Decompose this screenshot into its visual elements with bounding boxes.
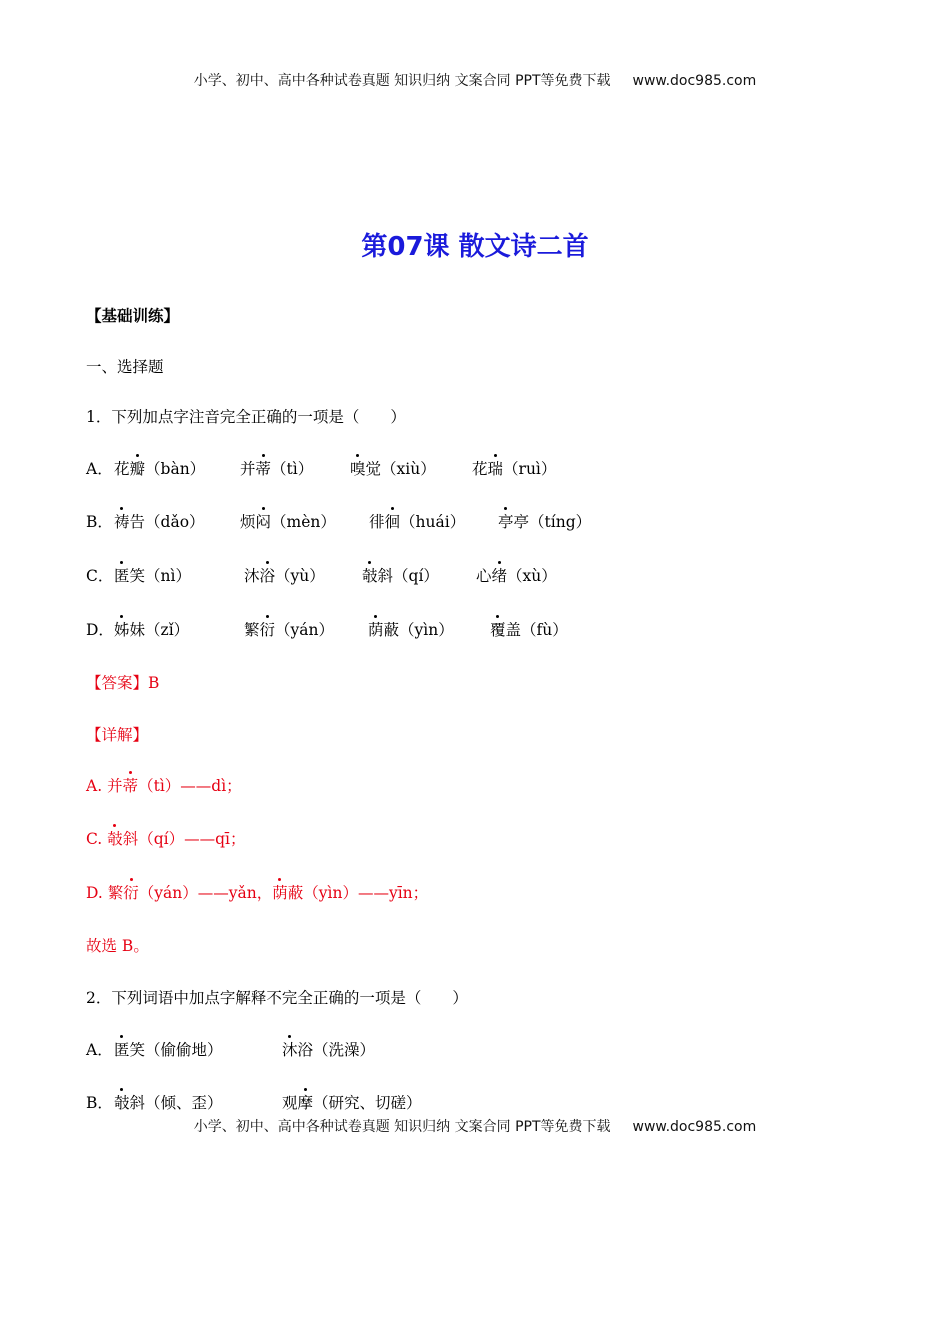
option-label: A．: [86, 1041, 113, 1059]
q1-detail-label: 【详解】: [86, 726, 149, 744]
header-url[interactable]: www.doc985.com: [632, 73, 757, 89]
q1-d-item-4: 覆盖（fù）: [490, 621, 568, 639]
q2-option-b: [86, 1093, 886, 1113]
q1-a-item-2: 并蒂（tì）: [240, 460, 314, 478]
q1-option-a: [86, 459, 886, 479]
q1-conclusion: 故选 B。: [86, 937, 149, 955]
q1-b-item-4: 亭亭（tíng）: [498, 513, 592, 531]
page-footer: [0, 1116, 950, 1136]
q1-d-item-2: 繁衍（yán）: [244, 621, 335, 639]
q1-a-item-1: 花瓣（bàn）: [114, 460, 206, 478]
footer-url[interactable]: www.doc985.com: [632, 1119, 757, 1135]
part-heading: 一、选择题: [86, 358, 164, 376]
q2-a-item-1: 匿笑（偷偷地）: [114, 1041, 223, 1059]
q2-b-item-2: 观摩（研究、切磋）: [282, 1094, 422, 1112]
page-header: [0, 70, 950, 90]
section-heading: 【基础训练】: [86, 307, 180, 325]
q1-b-item-3: 徘徊（huái）: [369, 513, 466, 531]
q2-a-item-2: 沐浴（洗澡）: [282, 1041, 376, 1059]
q2-option-a: [86, 1040, 886, 1060]
page-title: 第07课 散文诗二首: [361, 232, 589, 262]
q1-a-item-3: 嗅觉（xiù）: [350, 460, 436, 478]
q1-answer: [86, 673, 159, 693]
q1-detail-d: D. 繁衍（yán）——yǎn，荫蔽（yìn）——yīn；: [86, 884, 429, 902]
q1-c-item-1: 匿笑（nì）: [114, 567, 191, 585]
q1-option-c: [86, 566, 886, 586]
q1-c-item-3: 攲斜（qí）: [362, 567, 439, 585]
q1-a-item-4: 花瑞（ruì）: [472, 460, 557, 478]
q1-detail-c: C. 攲斜（qí）——qī；: [86, 830, 246, 848]
question-1-stem: 1．下列加点字注音完全正确的一项是（ ）: [86, 408, 406, 426]
option-label: B．: [86, 513, 113, 531]
question-2-stem: 2．下列词语中加点字解释不完全正确的一项是（ ）: [86, 989, 468, 1007]
footer-text: 小学、初中、高中各种试卷真题 知识归纳 文案合同 PPT等免费下载: [193, 1119, 611, 1135]
answer-value: B: [148, 674, 160, 692]
q1-d-item-3: 荫蔽（yìn）: [368, 621, 454, 639]
option-label: D．: [86, 621, 114, 639]
q2-b-item-1: 攲斜（倾、歪）: [114, 1094, 223, 1112]
option-label: B．: [86, 1094, 113, 1112]
option-label: C．: [86, 567, 114, 585]
q1-detail-a: A. 并蒂（tì）——dì；: [86, 777, 242, 795]
option-label: A．: [86, 460, 113, 478]
q1-b-item-2: 烦闷（mèn）: [240, 513, 336, 531]
q1-option-b: [86, 512, 886, 532]
header-text: 小学、初中、高中各种试卷真题 知识归纳 文案合同 PPT等免费下载: [193, 73, 611, 89]
q1-c-item-4: 心绪（xù）: [476, 567, 557, 585]
q1-d-item-1: 姊妹（zǐ）: [114, 621, 190, 639]
q1-c-item-2: 沐浴（yù）: [244, 567, 325, 585]
answer-label: 【答案】: [86, 674, 149, 692]
q1-b-item-1: 祷告（dǎo）: [114, 513, 205, 531]
q1-option-d: [86, 620, 886, 640]
